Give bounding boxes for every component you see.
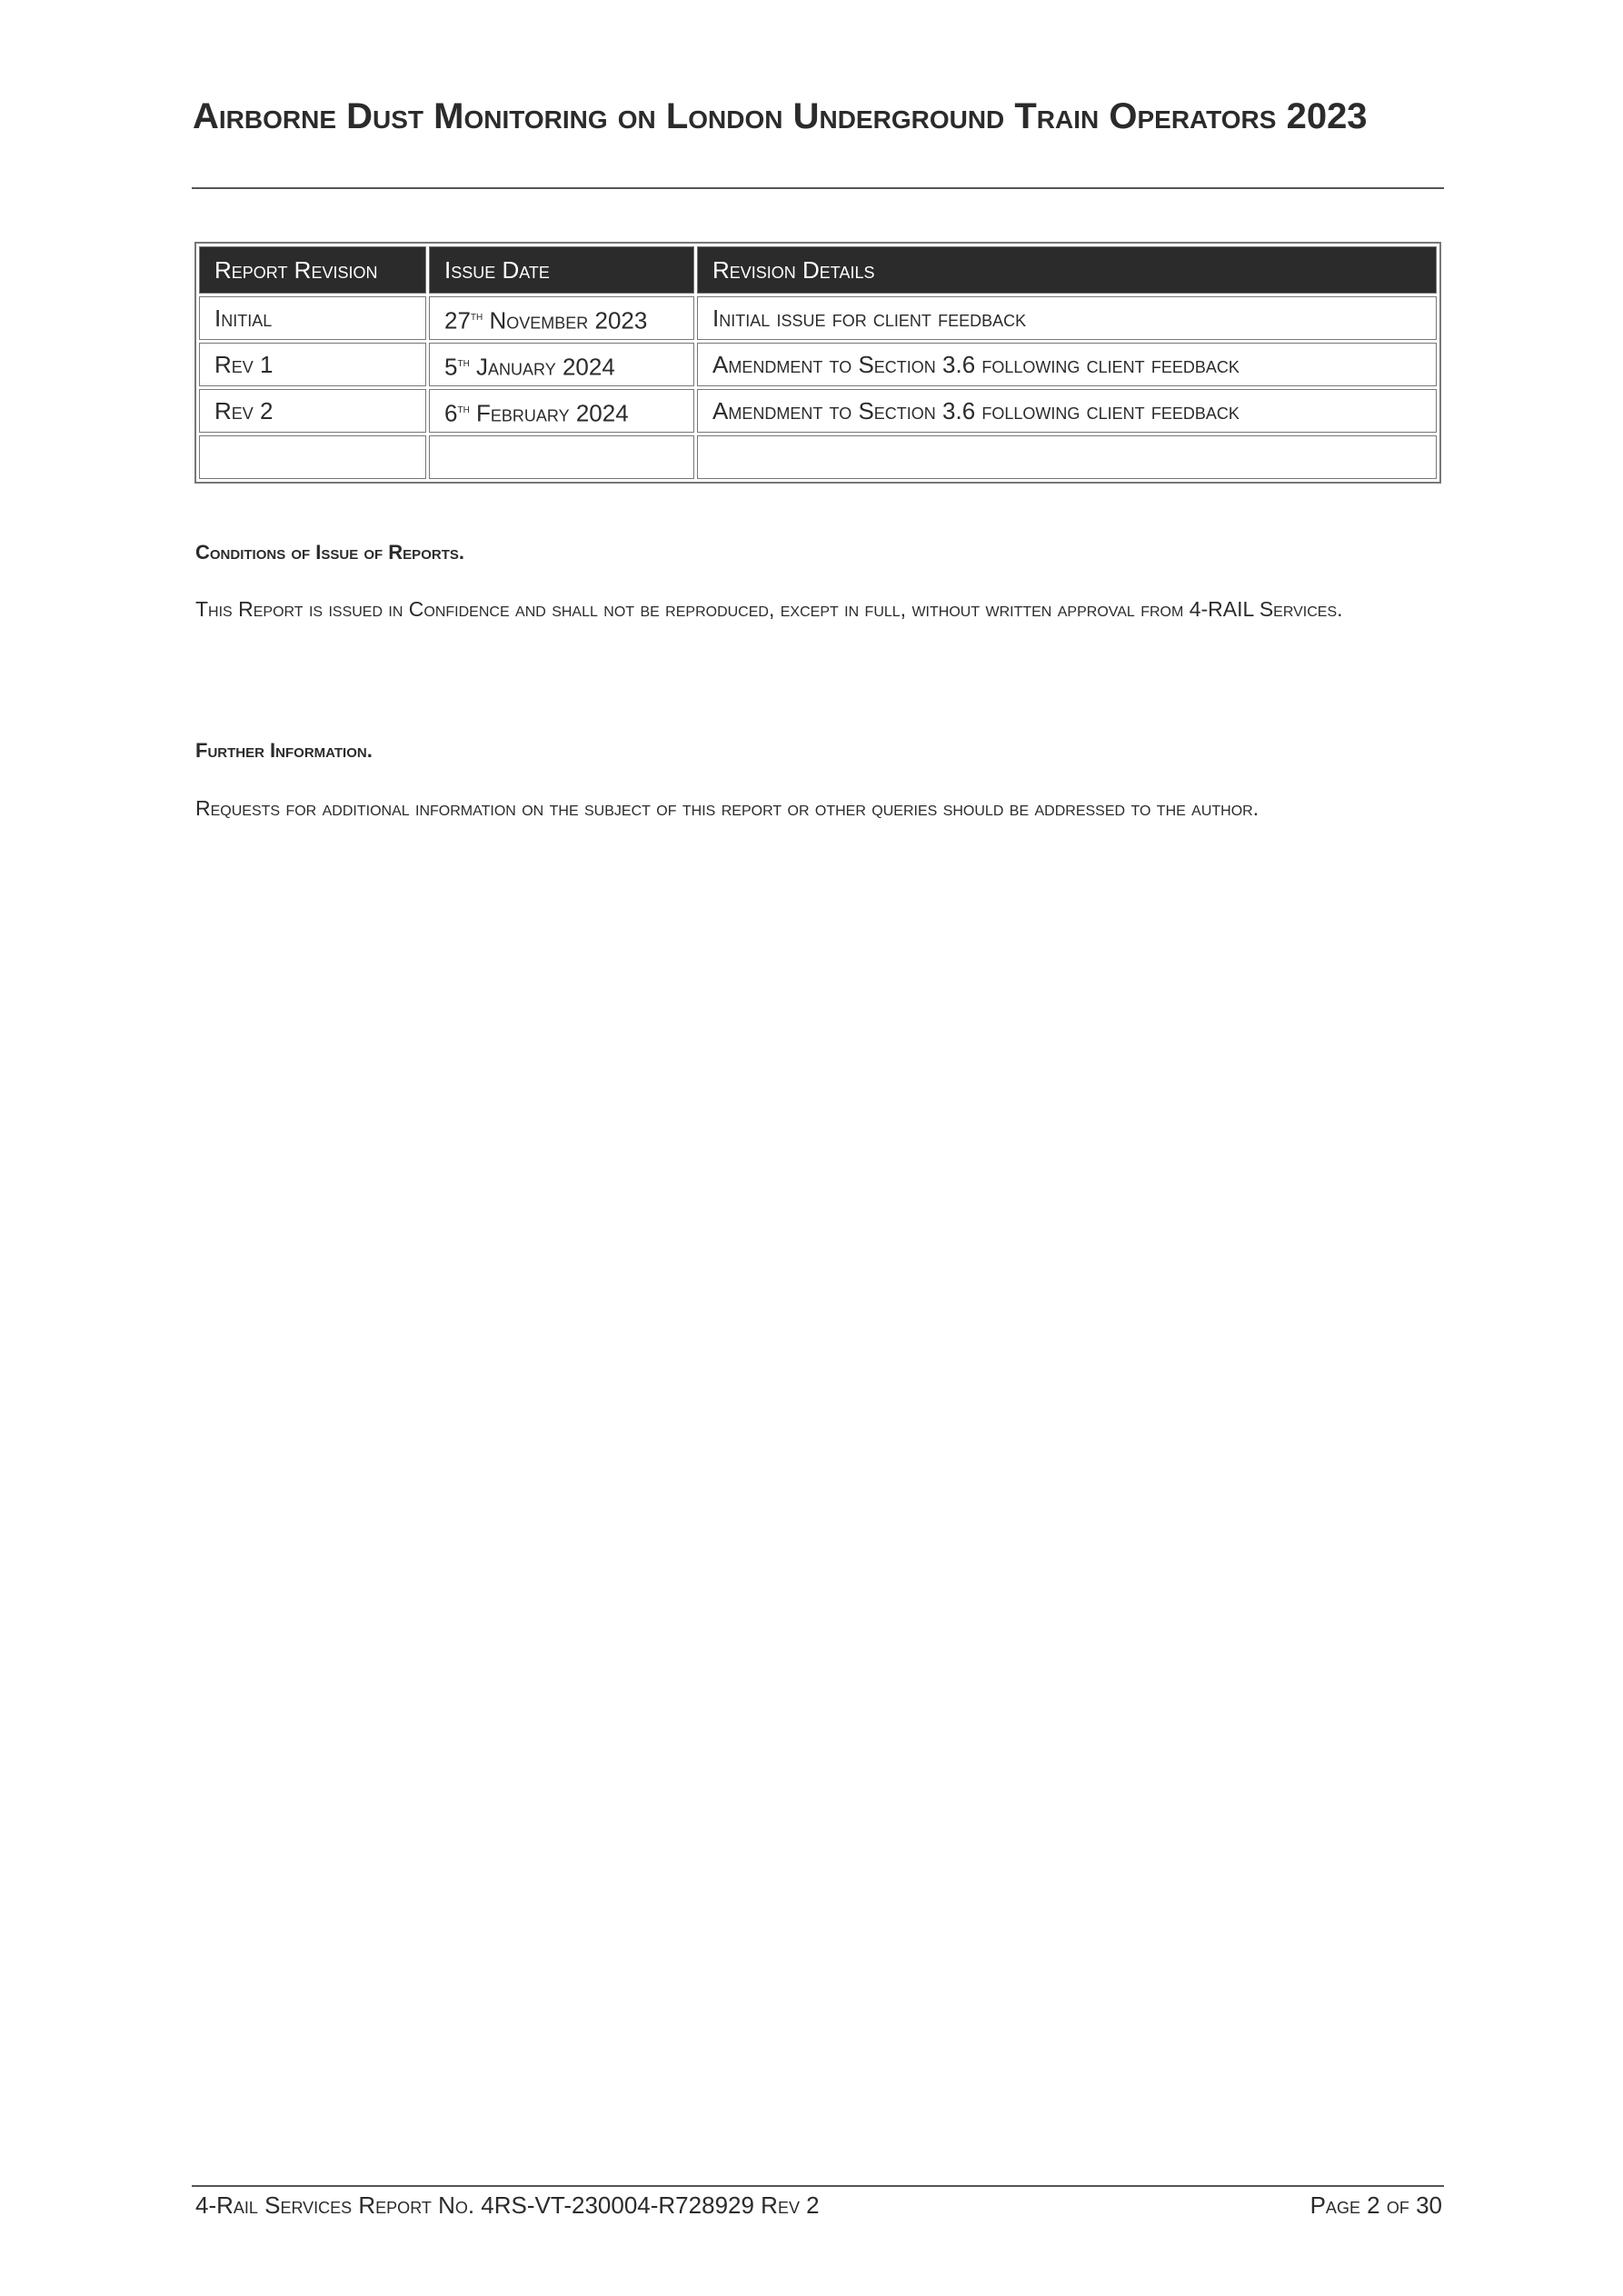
date-day: 5 [444,353,458,381]
cell-revision: Initial [199,296,426,340]
page-footer [195,2191,1442,2220]
cell-issue-date [429,343,694,386]
header-revision-details: Revision Details [697,246,1437,294]
cell-revision-details: Initial issue for client feedback [697,296,1437,340]
date-ordinal: th [470,308,483,324]
date-month-year: February 2024 [469,399,629,427]
footer-page-number: Page 2 of 30 [1309,2191,1442,2219]
date-ordinal: th [457,401,470,416]
cell-revision: Rev 1 [199,343,426,386]
cell-revision-details: Amendment to Section 3.6 following client feedback [697,343,1437,386]
footer-report-number: 4-Rail Services Report No. 4RS-VT-230004-R728929 Rev 2 [195,2191,820,2219]
table-row [199,296,1437,340]
cell-revision-details: Amendment to Section 3.6 following client feedback [697,389,1437,433]
date-month-year: January 2024 [469,353,615,381]
table-row-empty [199,435,1437,479]
date-month-year: November 2023 [483,306,648,334]
conditions-heading: Conditions of Issue of Reports. [195,541,464,564]
cell-revision-details [697,435,1437,479]
conditions-body: This Report is issued in Confidence and shall not be reproduced, except in full, without written approval from 4-RAIL Services. [195,597,1343,621]
cell-revision: Rev 2 [199,389,426,433]
header-issue-date: Issue Date [429,246,694,294]
date-day: 6 [444,399,458,427]
table-row [199,343,1437,386]
document-title: Airborne Dust Monitoring on London Underground Train Operators 2023 [193,96,1368,136]
footer-divider [192,2185,1444,2187]
title-divider [192,187,1444,189]
table-row [199,389,1437,433]
further-info-heading: Further Information. [195,739,373,762]
date-ordinal: th [457,354,470,370]
further-info-body: Requests for additional information on the subject of this report or other queries should be addressed to the author. [195,796,1260,820]
revision-table-header-row [199,246,1437,294]
cell-issue-date [429,389,694,433]
cell-revision [199,435,426,479]
date-day: 27 [444,306,471,334]
cell-issue-date [429,435,694,479]
cell-issue-date [429,296,694,340]
header-report-revision: Report Revision [199,246,426,294]
revision-table [194,242,1441,484]
